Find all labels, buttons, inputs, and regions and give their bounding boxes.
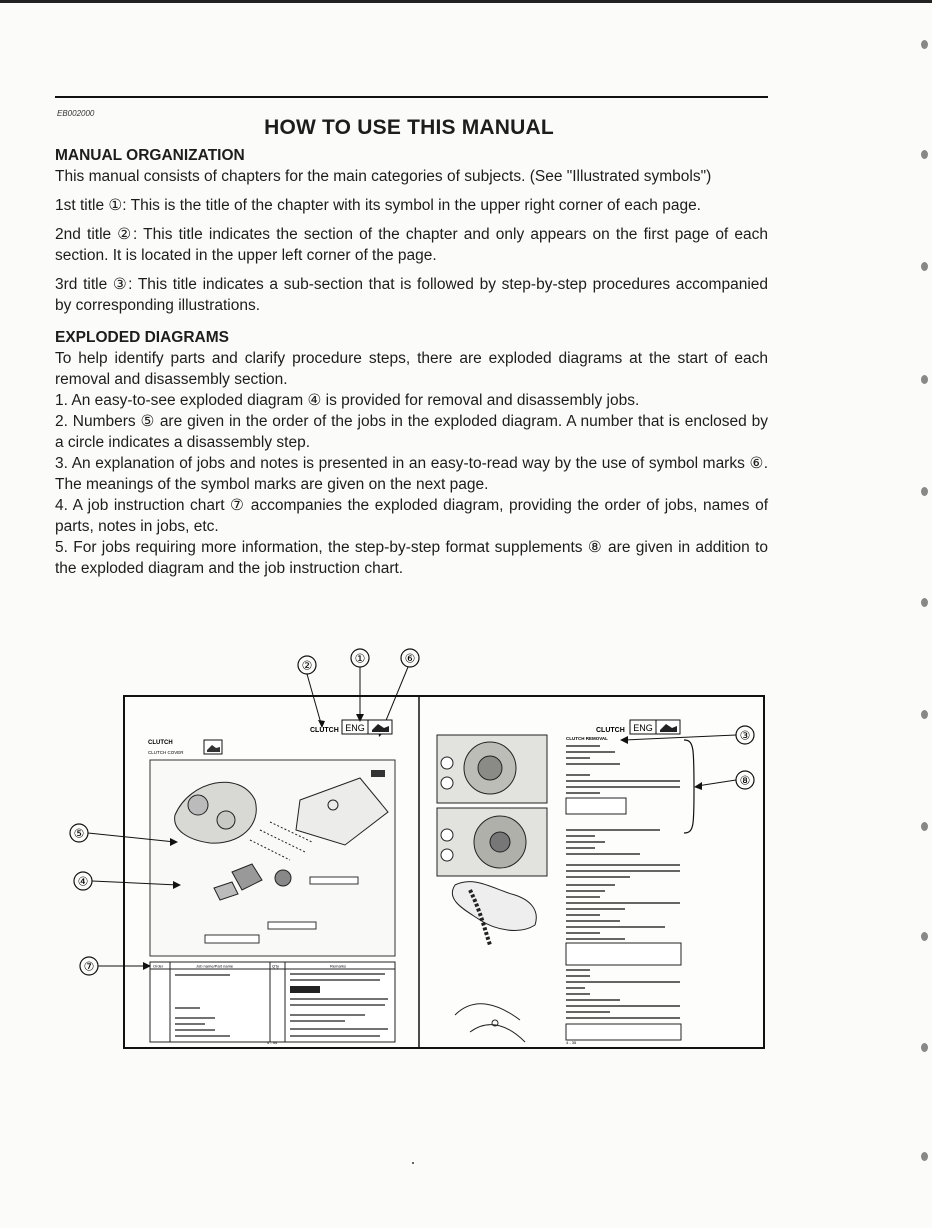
binder-hole-mark: [921, 598, 928, 607]
exploded-item-4: 4. A job instruction chart ⑦ accompanies the exploded diagram, providing the order of jobs, names of parts, notes in jobs, etc.: [55, 497, 768, 535]
left-chapter-title: CLUTCH: [310, 727, 339, 734]
torque-label: [205, 935, 259, 943]
torque-label: [268, 922, 316, 929]
torque-label: [371, 770, 385, 777]
binder-hole-mark: [921, 262, 928, 271]
svg-text:④: ④: [77, 874, 89, 889]
svg-text:Q'ty: Q'ty: [272, 963, 279, 969]
svg-text:②: ②: [301, 658, 313, 673]
exploded-item-2: 2. Numbers ⑤ are given in the order of the jobs in the exploded diagram. A number that is enclosed by a circle indicates a disassembly step.: [55, 413, 768, 451]
organization-intro: This manual consists of chapters for the main categories of subjects. (See "Illustrated symbols"): [55, 168, 712, 185]
doc-code: EB002000: [57, 109, 95, 118]
left-eng-badge-text: ENG: [345, 723, 365, 733]
torque-label: [310, 877, 358, 884]
binder-hole-mark: [921, 150, 928, 159]
top-rule: [0, 0, 932, 3]
svg-text:Job name/Part name: Job name/Part name: [196, 963, 234, 969]
manual-layout-figure: [0, 640, 932, 1120]
svg-text:⑥: ⑥: [404, 651, 416, 666]
svg-text:③: ③: [739, 728, 751, 743]
exploded-item-5: 5. For jobs requiring more information, the step-by-step format supplements ⑧ are given in addition to the exploded diagram and the job instruction chart.: [55, 539, 768, 577]
page-title: HOW TO USE THIS MANUAL: [264, 116, 554, 139]
job-instruction-chart: [150, 962, 395, 1042]
svg-text:Order: Order: [153, 963, 164, 969]
right-chapter-title: CLUTCH: [596, 727, 625, 734]
left-section-title: CLUTCH: [148, 740, 173, 746]
left-page-number: 4 - 34: [266, 1040, 278, 1045]
header-rule: [55, 96, 768, 98]
svg-text:⑤: ⑤: [73, 826, 85, 841]
svg-text:⑦: ⑦: [83, 959, 95, 974]
binder-hole-mark: [921, 487, 928, 496]
left-section-subtitle: CLUTCH COVER: [148, 750, 184, 755]
svg-text:Remarks: Remarks: [330, 963, 347, 969]
organization-title2: 2nd title ②: This title indicates the section of the chapter and only appears on the first page of each section. It is located in the upper left corner of the page.: [55, 226, 768, 264]
binder-hole-mark: [921, 1152, 928, 1161]
spec-note-box: [566, 1024, 681, 1040]
right-page-number: 4 - 35: [566, 1040, 577, 1045]
scan-speck: [412, 1162, 414, 1164]
exploded-item-3: 3. An explanation of jobs and notes is presented in an easy-to-read way by the use of symbol marks ⑥. The meanings of the symbol marks are given on the next page.: [55, 455, 768, 493]
spec-note-box: [566, 943, 681, 965]
svg-text:①: ①: [354, 651, 366, 666]
binder-hole-mark: [921, 375, 928, 384]
tool-note-box: [566, 798, 626, 814]
svg-text:⑧: ⑧: [739, 773, 751, 788]
content-body: [55, 145, 768, 579]
right-subsection-title: CLUTCH REMOVAL: [566, 736, 608, 741]
organization-title3: 3rd title ③: This title indicates a sub-section that is followed by step-by-step procedures accompanied by corresponding illustrations.: [55, 276, 768, 314]
organization-title1: 1st title ①: This is the title of the chapter with its symbol in the upper right corner of each page.: [55, 197, 701, 214]
exploded-item-1: 1. An easy-to-see exploded diagram ④ is provided for removal and disassembly jobs.: [55, 392, 640, 409]
exploded-intro: To help identify parts and clarify procedure steps, there are exploded diagrams at the start of each removal and disassembly section.: [55, 350, 768, 388]
right-eng-badge-text: ENG: [633, 723, 653, 733]
heading-exploded-diagrams: EXPLODED DIAGRAMS: [55, 329, 229, 346]
binder-hole-mark: [921, 40, 928, 49]
heading-manual-organization: MANUAL ORGANIZATION: [55, 147, 245, 164]
